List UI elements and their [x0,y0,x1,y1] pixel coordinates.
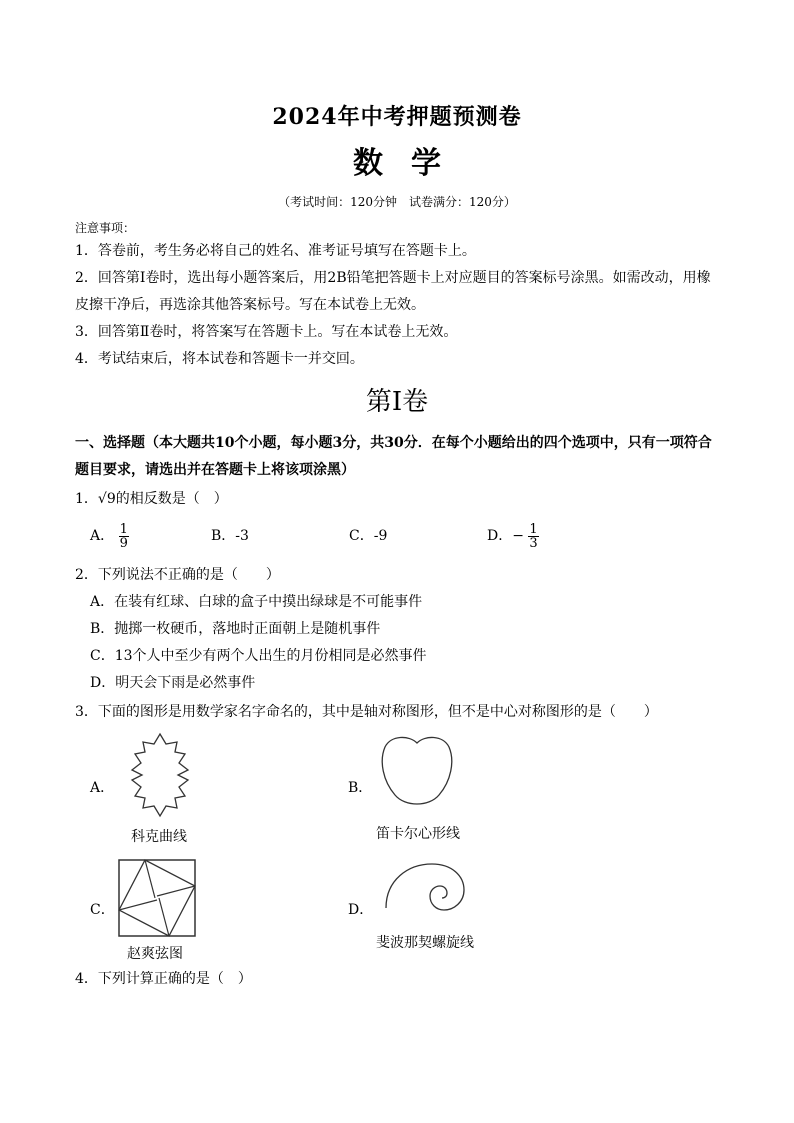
option-b[interactable]: B．-3 [211,528,249,544]
fraction [528,523,538,550]
chord-line [119,900,157,910]
note-item: 皮擦干净后，再选涂其他答案标号。写在本试卷上无效。 [75,297,425,313]
question-1-stem [75,489,228,509]
denominator: 9 [119,535,128,551]
koch-snowflake-outline [132,734,188,816]
figure-caption: 笛卡尔心形线 [376,826,460,842]
option-c[interactable]: C． [90,902,115,918]
option-b[interactable]: B． [348,780,373,796]
option-a[interactable] [90,520,129,552]
zhao-shuang-figure [117,858,199,940]
denominator: 3 [529,535,538,551]
question-text: 的相反数是（ ） [115,491,228,507]
spiral-curve [386,864,464,910]
note-item: 3．回答第Ⅱ卷时，将答案写在答题卡上。写在本试卷上无效。 [75,324,458,340]
numerator: 1 [529,521,538,537]
section-instruction: 一、选择题（本大题共10个小题，每小题3分，共30分．在每个小题给出的四个选项中，只有一项符合 [75,435,712,451]
question-number: 1． [75,491,98,507]
radical-expression: √9 [97,491,116,507]
question-4-stem: 4．下列计算正确的是（ ） [75,971,252,987]
exam-info: （考试时间：120分钟 试卷满分：120分） [278,195,516,209]
cardioid-curve [382,737,452,804]
figure-caption: 赵爽弦图 [127,946,183,962]
option-d[interactable] [487,520,539,552]
note-item: 4．考试结束后，将本试卷和答题卡一并交回。 [75,351,364,367]
chord-line [159,898,169,936]
option-c[interactable]: C．-9 [349,528,388,544]
subject-title: 数学 [353,146,469,181]
notes-heading: 注意事项： [75,221,136,235]
option-label: A． [90,528,115,544]
fraction [119,523,129,550]
outer-square [119,860,195,936]
section-instruction: 题目要求，请选出并在答题卡上将该项涂黑） [75,462,355,478]
inner-tilted-square [119,860,195,936]
figure-caption: 斐波那契螺旋线 [376,935,474,951]
option-d[interactable]: D． [348,902,374,918]
option-a[interactable]: A． [90,780,115,796]
fibonacci-spiral-figure [380,858,470,918]
numerator: 1 [119,521,128,537]
note-item: 1．答卷前，考生务必将自己的姓名、准考证号填写在答题卡上。 [75,243,476,259]
chord-line [145,860,155,898]
koch-snowflake-figure [115,730,205,820]
option-a[interactable]: A．在装有红球、白球的盒子中摸出绿球是不可能事件 [90,594,423,610]
option-label: D． [487,528,513,544]
section-title: 第Ⅰ卷 [365,387,429,417]
cardioid-figure [375,733,460,818]
paper-title: 2024年中考押题预测卷 [272,104,522,130]
question-2-stem: 2．下列说法不正确的是（ ） [75,567,280,583]
option-c[interactable]: C．13个人中至少有两个人出生的月份相同是必然事件 [90,648,427,664]
minus-sign: − [512,528,524,544]
option-d[interactable]: D．明天会下雨是必然事件 [90,675,256,691]
note-item: 2．回答第Ⅰ卷时，选出每小题答案后，用2B铅笔把答题卡上对应题目的答案标号涂黑。如需改动，用橡 [75,270,711,286]
figure-caption: 科克曲线 [131,829,187,845]
option-b[interactable]: B．抛掷一枚硬币，落地时正面朝上是随机事件 [90,621,381,637]
question-3-stem: 3．下面的图形是用数学家名字命名的，其中是轴对称图形，但不是中心对称图形的是（ ） [75,704,658,720]
chord-line [157,886,195,896]
